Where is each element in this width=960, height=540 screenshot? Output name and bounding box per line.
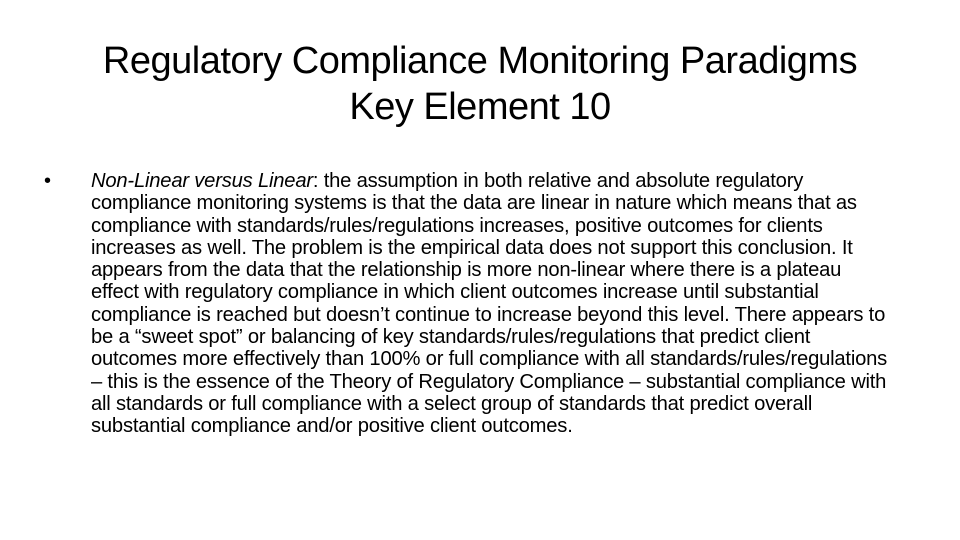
bullet-paragraph xyxy=(66,170,890,438)
slide-title xyxy=(40,38,920,130)
bullet-term: Non-Linear versus Linear xyxy=(91,170,313,192)
bullet-colon: : xyxy=(312,170,324,192)
title-line-1: Regulatory Compliance Monitoring Paradigms xyxy=(102,40,858,82)
bullet-icon: • xyxy=(44,170,51,192)
bullet-text: the assumption in both relative and absolute regulatory compliance monitoring systems is that the data are linear in nature which means that as compliance with standards/rules/regulations increases, positive outcomes for clients increases as well. The problem is the empirical data does not support this conclusion. It appears from the data that the relationship is more non-linear where there is a plateau effect with regulatory compliance in which client outcomes increase until substantial compliance is reached but doesn’t continue to increase beyond this level. There appears to be a “sweet spot” or balancing of key standards/rules/regulations that predict client outcomes more effectively than 100% or full compliance with all standards/rules/regulations – this is the essence of the Theory of Regulatory Compliance – substantial compliance with all standards or full compliance with a select group of standards that predict overall substantial compliance and/or positive client outcomes. xyxy=(91,170,888,438)
title-line-2: Key Element 10 xyxy=(349,86,611,128)
bullet-block xyxy=(44,170,890,438)
